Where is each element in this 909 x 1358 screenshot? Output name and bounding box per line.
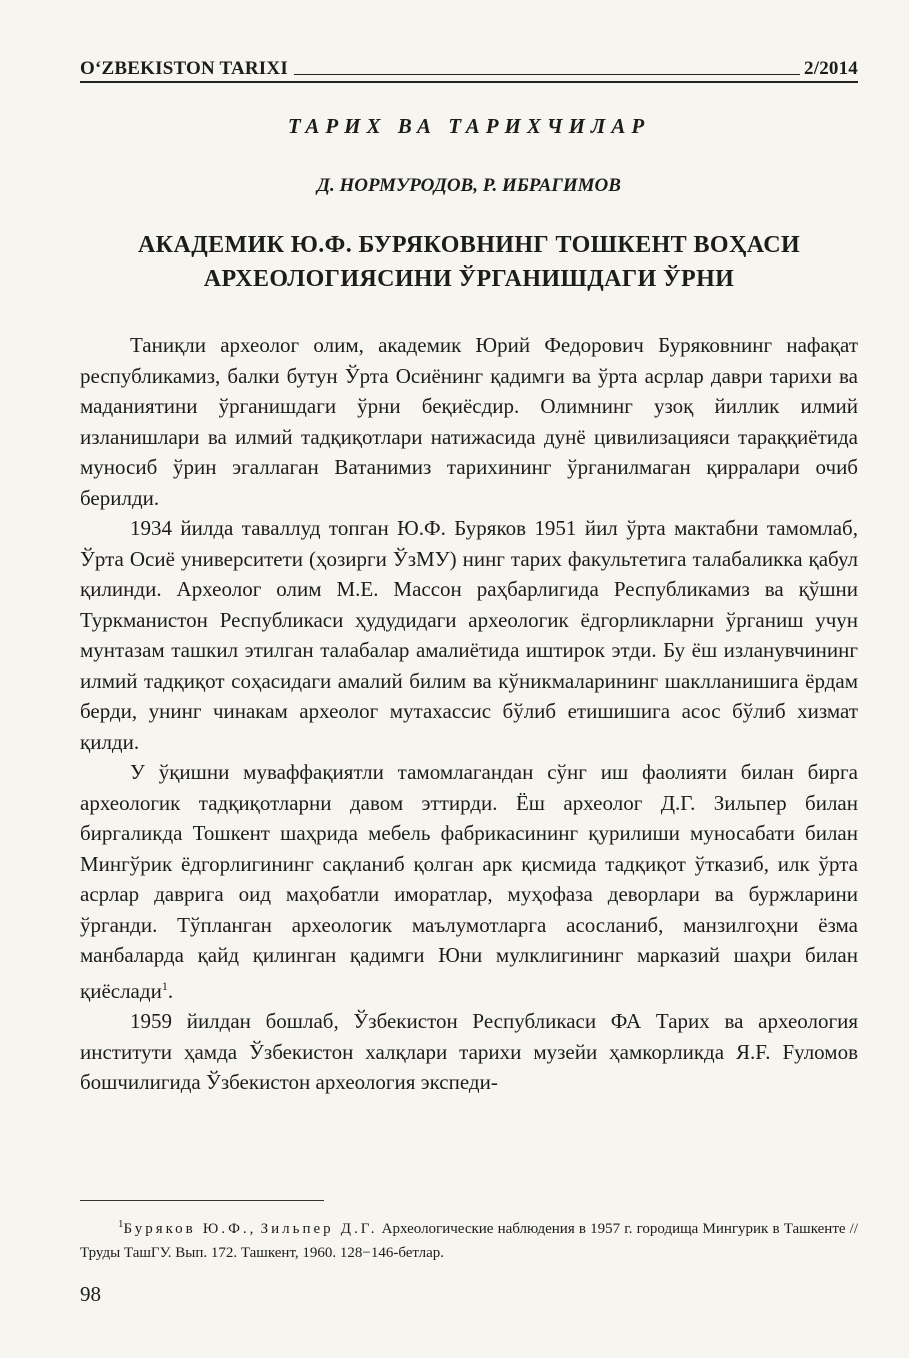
header-rule: [294, 74, 800, 75]
page-number: 98: [80, 1282, 101, 1306]
section-title: ТАРИХ ВА ТАРИХЧИЛАР: [287, 114, 651, 138]
article-body: [80, 330, 858, 1098]
paragraph-2: 1934 йилда таваллуд топган Ю.Ф. Буряков 1951 йил ўрта мактабни тамомлаб, Ўрта Осиё университети (ҳозирги ЎзМУ) нинг тарих факультетига талабаликка қабул қилинди. Археолог олим М.Е. Массон раҳбарлигида Республикамиз ва қўшни Туркманистон Республикаси ҳудудидаги археологик ёдгорликларни ўрганиш учун мунтазам ташкил этилган талабалар амалиётида иштирок этди. Бу ёш изланувчининг илмий тадқиқот соҳасидаги амалий билим ва кўникмаларининг шаклланишига ёрдам берди, унинг чинакам археолог мутахассис бўлиб етишишига асос бўлиб хизмат қилди.: [80, 516, 858, 754]
paragraph-3-end: .: [167, 978, 174, 1003]
article-title-line-2: АРХЕОЛОГИЯСИНИ ЎРГАНИШДАГИ ЎРНИ: [203, 266, 735, 292]
article-title: [80, 228, 858, 296]
footnote-reference[interactable]: 1: [161, 978, 168, 993]
footnote-text: Археологические наблюдения в 1957 г. городища Мингурик в Ташкенте // Труды ТашГУ. Вып. 172. Ташкент, 1960. 128−146-бетлар.: [80, 1221, 859, 1261]
footnote-marker: 1: [118, 1218, 124, 1230]
running-head: [80, 52, 858, 80]
paragraph-1: Таниқли археолог олим, академик Юрий Федорович Буряковнинг нафақат республикамиз, балки бутун Ўрта Осиёнинг қадимги ва ўрта асрлар даври тарихи ва маданиятини ўрганишдаги ўрни беқиёсдир. Олимнинг узоқ йиллик илмий изланишлари ва илмий тадқиқотлари натижасида дунё цивилизацияси тараққиётида муносиб ўрин эгаллаган Ватанимиз тарихининг ўрганилмаган қирралари очиб берилди.: [80, 333, 858, 510]
header-underline: [80, 81, 858, 83]
article-title-line-1: АКАДЕМИК Ю.Ф. БУРЯКОВНИНГ ТОШКЕНТ ВОҲАСИ: [137, 232, 801, 258]
footnote-author-2: Зильпер Д.Г.: [260, 1221, 378, 1237]
issue-number: 2/2014: [804, 58, 858, 79]
journal-name: O‘ZBEKISTON TARIXI: [80, 58, 288, 79]
footnote: [80, 1212, 858, 1265]
footnote-author-1: Буряков Ю.Ф.,: [123, 1221, 257, 1237]
paragraph-4: 1959 йилдан бошлаб, Ўзбекистон Республикаси ФА Тарих ва археология институти ҳамда Ўзбекистон халқлари тарихи музейи ҳамкорликда Я.F. Fуломов бошчилигида Ўзбекистон археология экспеди-: [80, 1009, 858, 1094]
paragraph-3-text: У ўқишни муваффақиятли тамомлагандан сўнг иш фаолияти билан бирга археологик тадқиқотларни давом эттирди. Ёш археолог Д.Г. Зильпер билан биргаликда Тошкент шаҳрида мебель фабрикасининг қурилиши муносабати билан Мингўрик ёдгорлигининг сақланиб қолган арк қисмида тадқиқот ўтказиб, илк ўрта асрлар даврига оид маҳобатли иморатлар, муҳофаза деворлари ва буржларини ўрганди. Тўпланган археологик маълумотларга асосланиб, манзилгоҳни ёзма манбаларда қайд қилинган қадимги Юни мулклигининг марказий шаҳри билан қиёслади: [80, 760, 858, 1003]
authors: Д. НОРМУРОДОВ, Р. ИБРАГИМОВ: [317, 175, 621, 196]
footnote-divider: [80, 1200, 324, 1201]
paragraph-3: [80, 757, 858, 1006]
